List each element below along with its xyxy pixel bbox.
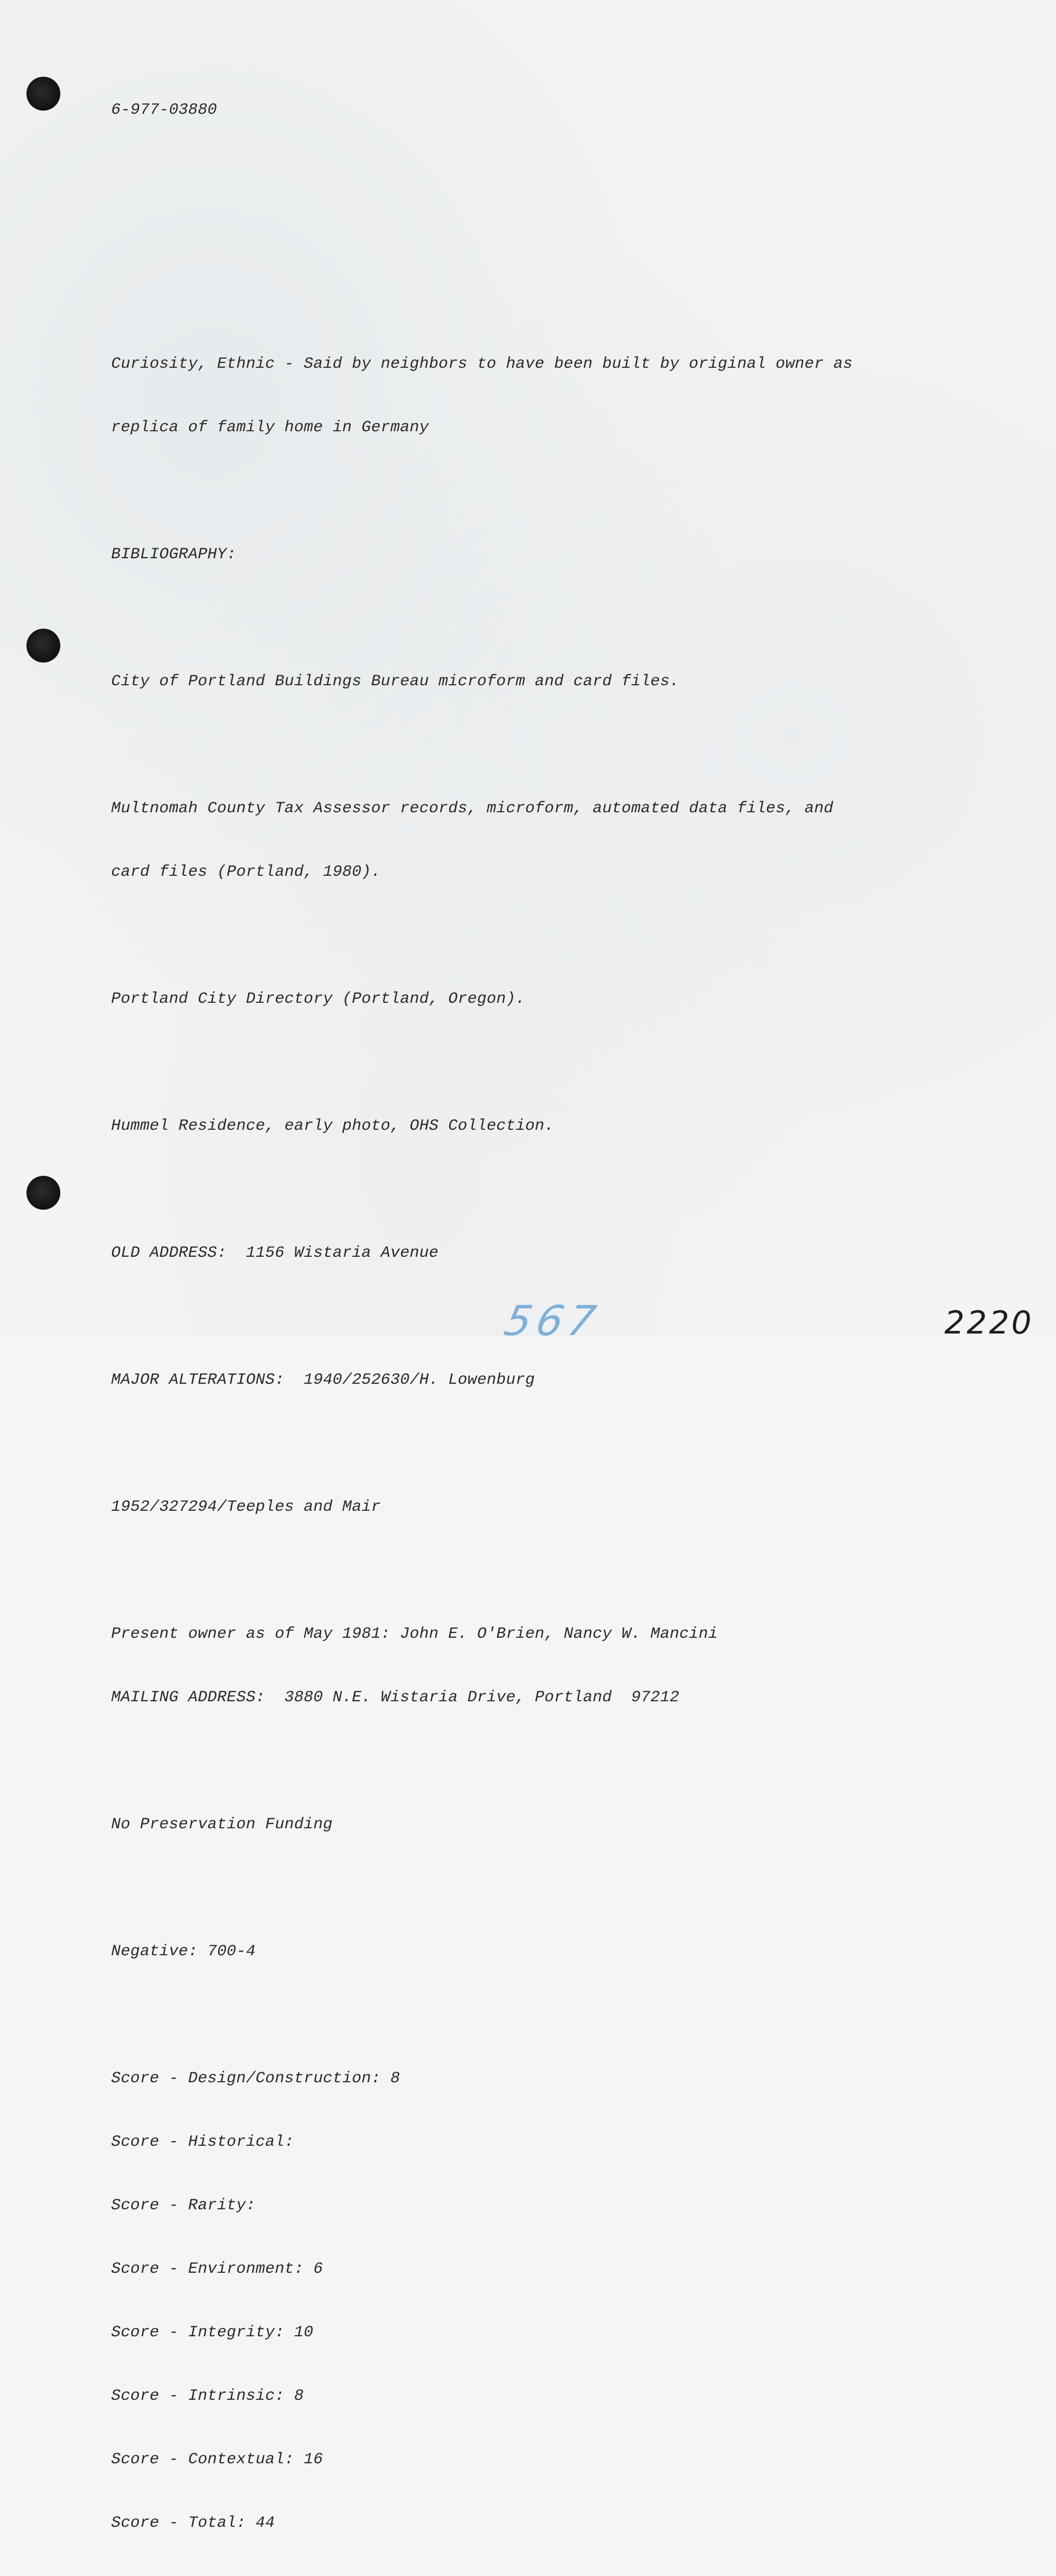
score-total: Score - Total: 44	[111, 2514, 275, 2532]
present-owner: Present owner as of May 1981: John E. O'Brien, Nancy W. Mancini	[111, 1625, 718, 1643]
bibliography-entry-2-line-1: Multnomah County Tax Assessor records, microform, automated data files, and	[111, 800, 834, 818]
score-intrinsic: Score - Intrinsic: 8	[111, 2387, 304, 2405]
score-historical: Score - Historical:	[111, 2133, 294, 2151]
negative-number: Negative: 700-4	[111, 1943, 256, 1961]
score-environment: Score - Environment: 6	[111, 2260, 323, 2278]
major-alterations: MAJOR ALTERATIONS: 1940/252630/H. Lowenburg	[111, 1371, 535, 1389]
description-line-1: Curiosity, Ethnic - Said by neighbors to have been built by original owner as	[111, 355, 853, 373]
score-contextual: Score - Contextual: 16	[111, 2451, 323, 2469]
punch-hole-bottom	[26, 1176, 60, 1210]
handwritten-blue-number: 567	[500, 1298, 605, 1345]
bibliography-entry-1: City of Portland Buildings Bureau microform and card files.	[111, 673, 679, 691]
old-address: OLD ADDRESS: 1156 Wistaria Avenue	[111, 1244, 439, 1262]
score-integrity: Score - Integrity: 10	[111, 2324, 314, 2342]
document-id: 6-977-03880	[111, 101, 217, 119]
description-line-2: replica of family home in Germany	[111, 419, 429, 437]
preservation-funding: No Preservation Funding	[111, 1816, 333, 1834]
bibliography-entry-4: Hummel Residence, early photo, OHS Collection.	[111, 1117, 554, 1135]
alteration-2: 1952/327294/Teeples and Mair	[111, 1498, 381, 1516]
score-design: Score - Design/Construction: 8	[111, 2070, 400, 2088]
score-rarity: Score - Rarity:	[111, 2197, 256, 2215]
handwritten-page-number: 2220	[944, 1304, 1034, 1341]
mailing-address: MAILING ADDRESS: 3880 N.E. Wistaria Drive, Portland 97212	[111, 1689, 679, 1707]
bibliography-heading: BIBLIOGRAPHY:	[111, 546, 236, 564]
punch-hole-top	[26, 77, 60, 111]
punch-hole-middle	[26, 629, 60, 663]
bibliography-entry-2-line-2: card files (Portland, 1980).	[111, 863, 381, 881]
bibliography-entry-3: Portland City Directory (Portland, Oregon).	[111, 990, 525, 1008]
